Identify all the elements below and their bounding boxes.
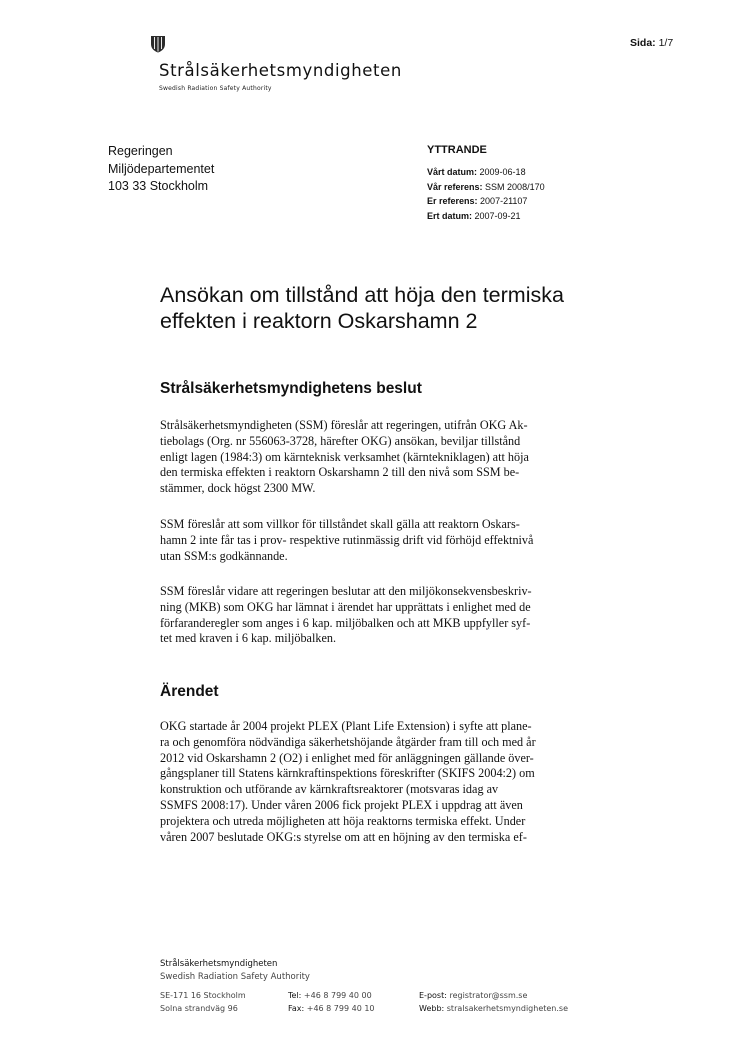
- paragraph-line: den termiska effekten i reaktorn Oskarshamn 2 till den nivå som SSM be-: [160, 465, 520, 480]
- paragraph-line: Strålsäkerhetsmyndigheten (SSM) föreslår att regeringen, utifrån OKG Ak-: [160, 418, 528, 432]
- footer-address: [160, 990, 246, 1015]
- paragraph-line: stämmer, dock högst 2300 MW.: [160, 481, 316, 496]
- footer-address-line: Solna strandväg 96: [160, 1003, 238, 1013]
- paragraph-line: ning (MKB) som OKG har lämnat i ärendet har upprättats i enlighet med de: [160, 599, 531, 614]
- footer-org-subtitle: Swedish Radiation Safety Authority: [160, 971, 310, 982]
- page-value: 1/7: [658, 37, 674, 49]
- email-value[interactable]: registrator@ssm.se: [449, 991, 528, 1000]
- recipient-line: Miljödepartementet: [108, 161, 215, 176]
- meta-label: Ert datum:: [427, 210, 472, 221]
- paragraph-line: våren 2007 beslutade OKG:s styrelse om att en höjning av den termiska ef-: [160, 829, 527, 844]
- ssm-shield-logo-icon: [150, 35, 166, 53]
- paragraph-line: förfaranderegler som anges i 6 kap. miljöbalken och att MKB uppfyller syf-: [160, 615, 531, 630]
- fax-value: +46 8 799 40 10: [306, 1003, 375, 1013]
- paragraph: [160, 517, 600, 564]
- meta-value: 2007-09-21: [474, 210, 521, 221]
- section-heading: Strålsäkerhetsmyndighetens beslut: [160, 380, 422, 397]
- recipient-line: Regeringen: [108, 144, 173, 158]
- document-type: YTTRANDE: [427, 144, 487, 156]
- paragraph-line: enligt lagen (1984:3) om kärnteknisk verksamhet (kärntekniklagen) att höja: [160, 449, 529, 464]
- fax-label: Fax:: [288, 1003, 305, 1013]
- web-label: Webb:: [419, 1003, 445, 1013]
- footer-org: [160, 958, 310, 983]
- recipient-address: [108, 143, 214, 196]
- document-title: [160, 282, 630, 334]
- footer-org-name: Strålsäkerhetsmyndigheten: [160, 959, 278, 969]
- paragraph-line: SSM föreslår att som villkor för tillståndet skall gälla att reaktorn Oskars-: [160, 517, 520, 531]
- paragraph: [160, 418, 600, 497]
- web-value[interactable]: stralsakerhetsmyndigheten.se: [446, 1003, 568, 1013]
- meta-label: Vår referens:: [427, 181, 483, 192]
- meta-row: [427, 180, 545, 195]
- org-subtitle: Swedish Radiation Safety Authority: [159, 85, 272, 92]
- recipient-line: 103 33 Stockholm: [108, 179, 209, 193]
- paragraph-line: hamn 2 inte får tas i prov- respektive rutinmässig drift vid förhöjd effektnivå: [160, 532, 534, 547]
- footer-address-line: SE-171 16 Stockholm: [160, 991, 246, 1000]
- phone-value: +46 8 799 40 00: [303, 991, 372, 1000]
- document-meta: [427, 144, 545, 223]
- paragraph-line: utan SSM:s godkännande.: [160, 548, 288, 563]
- email-label: E-post:: [419, 991, 447, 1000]
- page-number: [630, 37, 673, 49]
- meta-label: Vårt datum:: [427, 167, 478, 177]
- paragraph-line: SSM föreslår vidare att regeringen beslutar att den miljökonsekvensbeskriv-: [160, 584, 532, 598]
- meta-row: [427, 209, 545, 224]
- paragraph-line: ra och genomföra nödvändiga säkerhetshöjande åtgärder fram till och med år: [160, 734, 536, 749]
- paragraph-line: konstruktion och utförande av kärnkraftsreaktorer (motsvaras idag av: [160, 782, 499, 797]
- paragraph-line: 2012 vid Oskarshamn 2 (O2) i enlighet med för anläggningen gällande över-: [160, 750, 534, 765]
- footer-phone-fax: [288, 990, 375, 1015]
- org-name: Strålsäkerhetsmyndigheten: [159, 61, 402, 80]
- title-line: effekten i reaktorn Oskarshamn 2: [160, 309, 478, 333]
- meta-label: Er referens:: [427, 196, 478, 206]
- meta-value: 2009-06-18: [479, 167, 526, 177]
- paragraph: [160, 584, 600, 647]
- paragraph-line: SSMFS 2008:17). Under våren 2006 fick projekt PLEX i uppdrag att även: [160, 797, 523, 812]
- paragraph-line: tiebolags (Org. nr 556063-3728, härefter OKG) ansökan, beviljar tillstånd: [160, 433, 521, 448]
- footer-contact: [419, 990, 568, 1015]
- meta-value: SSM 2008/170: [485, 181, 545, 192]
- section-heading: Ärendet: [160, 683, 219, 700]
- paragraph-line: OKG startade år 2004 projekt PLEX (Plant Life Extension) i syfte att plane-: [160, 719, 532, 733]
- paragraph-line: tet med kraven i 6 kap. miljöbalken.: [160, 631, 336, 646]
- paragraph-line: projektera och utreda möjligheten att höja reaktorns termiska effekt. Under: [160, 813, 526, 828]
- paragraph-line: gångsplaner till Statens kärnkraftinspektions föreskrifter (SKIFS 2004:2) om: [160, 766, 535, 781]
- meta-value: 2007-21107: [480, 196, 528, 206]
- paragraph: [160, 719, 600, 845]
- page-label: Sida:: [630, 37, 656, 49]
- title-line: Ansökan om tillstånd att höja den termiska: [160, 283, 564, 307]
- meta-row: [427, 194, 545, 209]
- meta-row: [427, 165, 545, 180]
- phone-label: Tel:: [288, 991, 302, 1000]
